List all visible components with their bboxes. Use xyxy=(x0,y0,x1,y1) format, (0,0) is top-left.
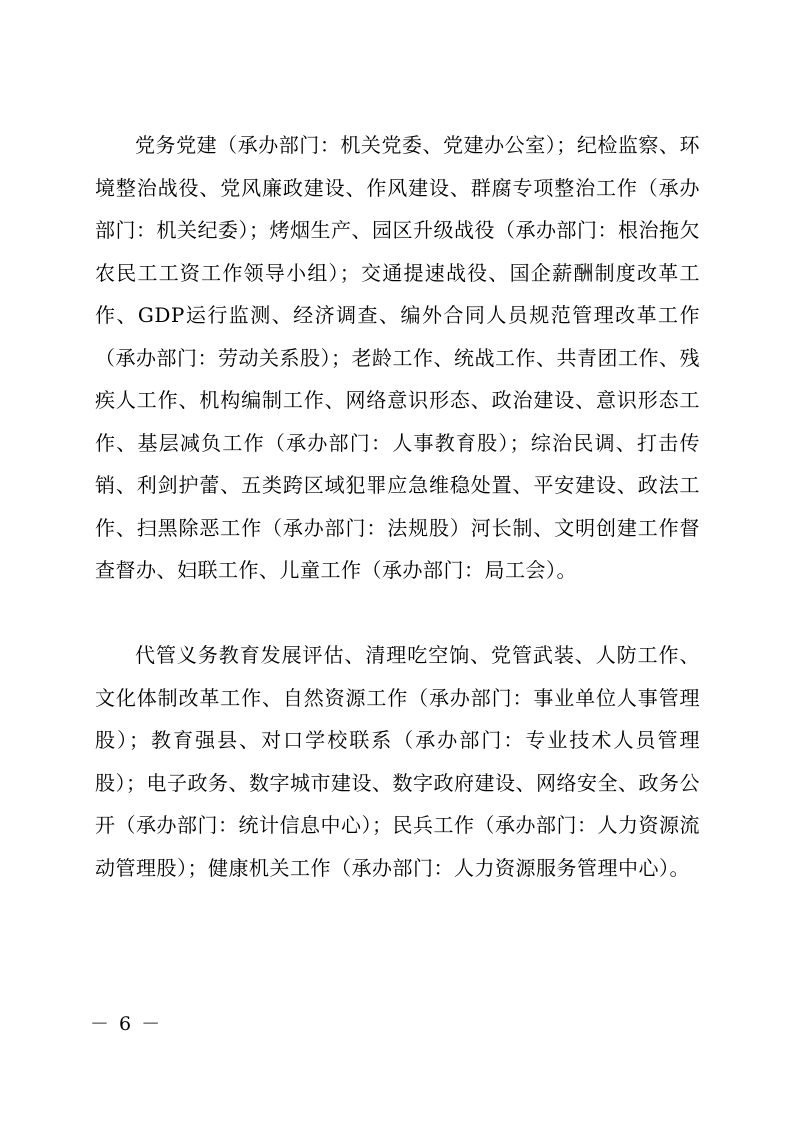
paragraph-party-affairs: 党务党建（承办部门：机关党委、党建办公室）；纪检监察、环境整治战役、党风廉政建设、作风建设、群腐专项整治工作（承办部门：机关纪委）；烤烟生产、园区升级战役（承办部门：根治拖欠农民工工资工作领导小组）；交通提速战役、国企薪酬制度改革工作、GDP运行监测、经济调查、编外合同人员规范管理改革工作（承办部门：劳动关系股）；老龄工作、统战工作、共青团工作、残疾人工作、机构编制工作、网络意识形态、政治建设、意识形态工作、基层减负工作（承办部门：人事教育股）；综治民调、打击传销、利剑护蕾、五类跨区域犯罪应急维稳处置、平安建设、政法工作、扫黑除恶工作（承办部门：法规股）河长制、文明创建工作督查督办、妇联工作、儿童工作（承办部门：局工会）。 xyxy=(95,133,700,582)
page-number: － 6 － xyxy=(90,1013,163,1035)
paragraph-delegated-affairs: 代管义务教育发展评估、清理吃空饷、党管武装、人防工作、文化体制改革工作、自然资源工作（承办部门：事业单位人事管理股）；教育强县、对口学校联系（承办部门：专业技术人员管理股）；电子政务、数字城市建设、数字政府建设、网络安全、政务公开（承办部门：统计信息中心）；民兵工作（承办部门：人力资源流动管理股）；健康机关工作（承办部门：人力资源服务管理中心）。 xyxy=(95,643,700,880)
document-body xyxy=(95,124,700,880)
